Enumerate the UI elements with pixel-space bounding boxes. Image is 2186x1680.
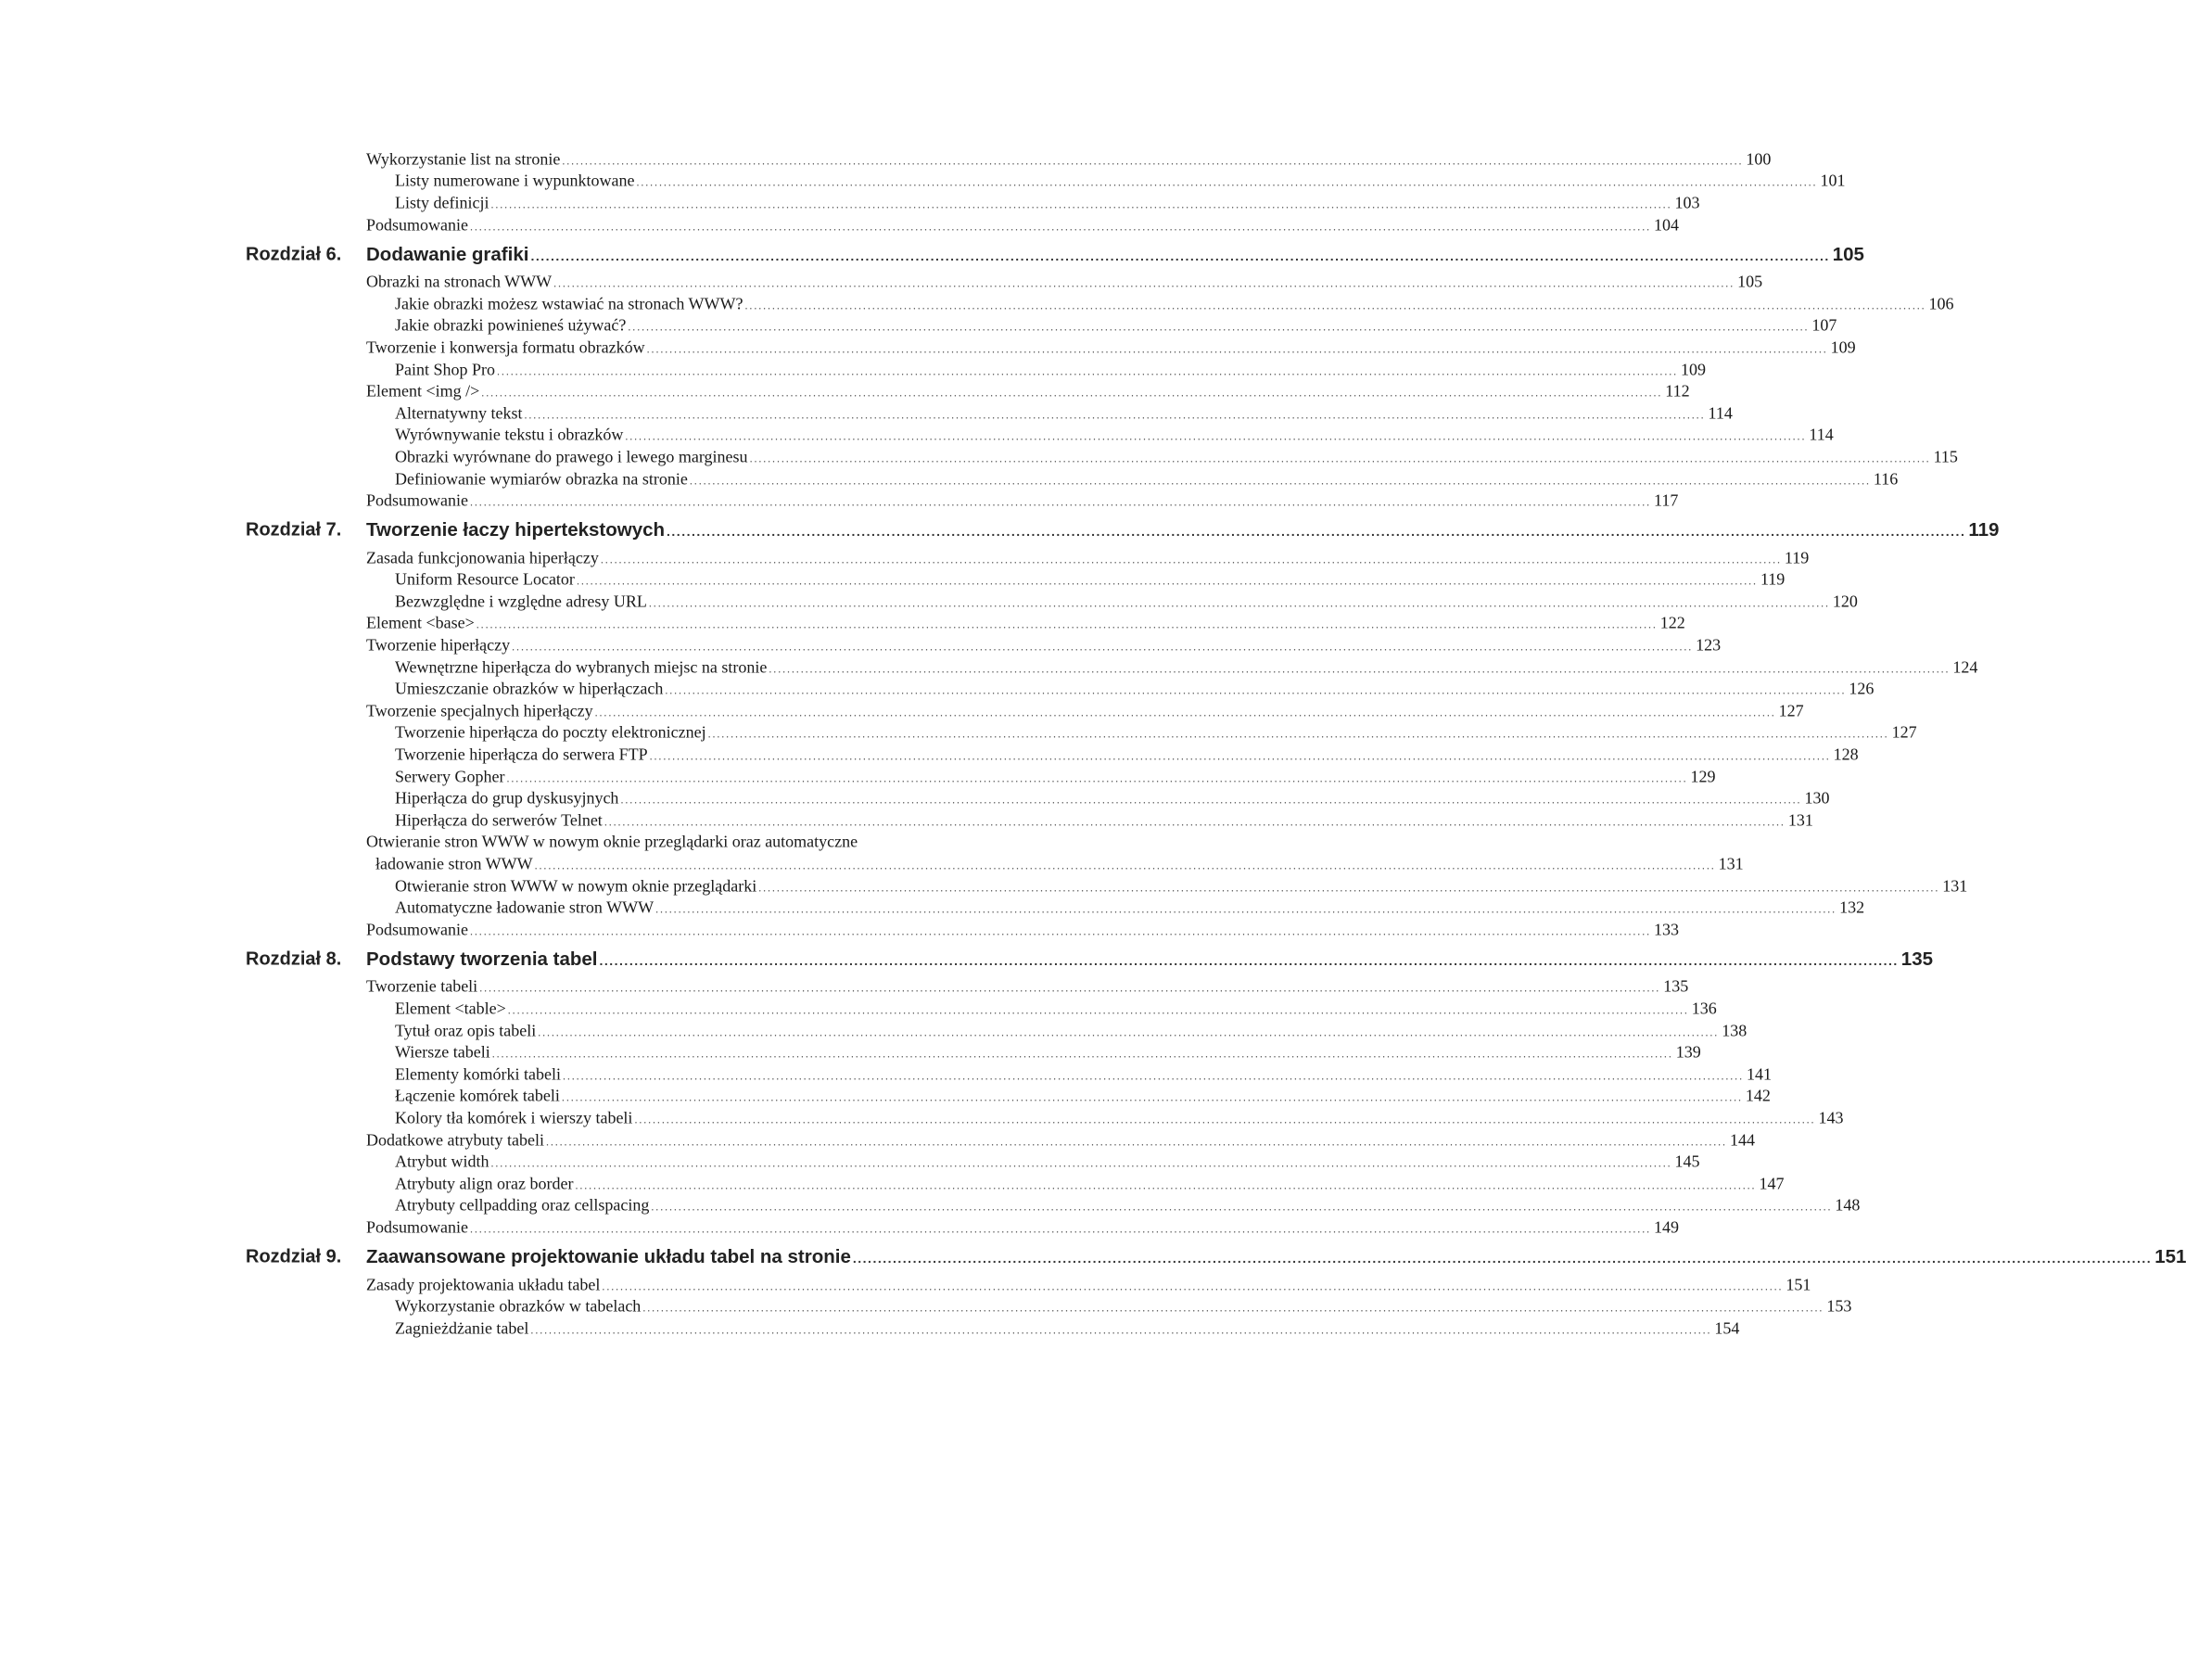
- dot-leader: ....................................................................................................................................................................................................................................................................: [646, 342, 1828, 356]
- entry-title: Tytuł oraz opis tabeli: [395, 1021, 537, 1040]
- dot-leader: ....................................................................................................................................................................................................................................................................: [749, 452, 1931, 465]
- entry-title: Tworzenie hiperłącza do poczty elektronicznej: [395, 722, 706, 742]
- dot-leader: ....................................................................................................................................................................................................................................................................: [642, 1301, 1824, 1315]
- dot-leader: ....................................................................................................................................................................................................................................................................: [553, 276, 1735, 290]
- entry-title: Wyrównywanie tekstu i obrazków: [395, 425, 624, 444]
- entry-title: ładowanie stron WWW: [375, 854, 533, 873]
- section-entry: [0, 490, 1679, 512]
- page-number: 154: [1714, 1318, 1740, 1338]
- subsection-entry: [0, 1020, 1748, 1042]
- entry-title: Automatyczne ładowanie stron WWW: [395, 897, 655, 917]
- page-number: 144: [1729, 1130, 1755, 1150]
- dot-leader: ....................................................................................................................................................................................................................................................................: [649, 749, 1831, 763]
- subsection-entry: [0, 1063, 1772, 1086]
- toc-entry-line1: [0, 832, 1298, 854]
- page-number: 135: [1900, 948, 1934, 971]
- subsection-entry: [0, 809, 1813, 832]
- dot-leader: ....................................................................................................................................................................................................................................................................: [628, 320, 1810, 334]
- entry-title: Jakie obrazki możesz wstawiać na stronach WWW?: [395, 294, 743, 313]
- entry-title: Element <img />: [366, 381, 480, 401]
- page-number: 143: [1818, 1108, 1844, 1127]
- dot-leader: ....................................................................................................................................................................................................................................................................: [852, 1251, 2153, 1266]
- chapter-title: Dodawanie grafiki: [366, 243, 529, 265]
- page-number: 114: [1809, 425, 1834, 444]
- subsection-entry: [0, 171, 1846, 193]
- dot-leader: ....................................................................................................................................................................................................................................................................: [602, 1279, 1784, 1293]
- subsection-entry: [0, 998, 1717, 1020]
- page-number: 133: [1654, 920, 1679, 939]
- page-number: 151: [1786, 1275, 1811, 1294]
- entry-title: Wykorzystanie list na stronie: [366, 149, 561, 169]
- entry-title: Listy numerowane i wypunktowane: [395, 171, 635, 190]
- subsection-entry: [0, 656, 1978, 679]
- page-number: 127: [1778, 701, 1804, 720]
- dot-leader: ....................................................................................................................................................................................................................................................................: [512, 640, 1694, 654]
- entry-title: Alternatywny tekst: [395, 403, 523, 423]
- page-number: 136: [1691, 999, 1717, 1018]
- dot-leader: ....................................................................................................................................................................................................................................................................: [562, 1069, 1744, 1083]
- page-number: 129: [1690, 767, 1716, 786]
- page-number: 142: [1745, 1086, 1771, 1105]
- dot-leader: ....................................................................................................................................................................................................................................................................: [534, 859, 1716, 872]
- dot-leader: ....................................................................................................................................................................................................................................................................: [636, 175, 1818, 189]
- page-number: 105: [1832, 243, 1864, 265]
- section-entry: [0, 1129, 1755, 1152]
- subsection-entry: [0, 591, 1858, 613]
- dot-leader: ....................................................................................................................................................................................................................................................................: [490, 197, 1672, 211]
- section-entry: [0, 148, 1772, 171]
- dot-leader: ....................................................................................................................................................................................................................................................................: [689, 474, 1871, 488]
- page-number: 131: [1787, 810, 1813, 830]
- page-number: 109: [1681, 360, 1707, 379]
- dot-leader: ....................................................................................................................................................................................................................................................................: [479, 981, 1661, 995]
- section-entry: [0, 337, 1856, 359]
- page-number: 127: [1891, 722, 1917, 742]
- entry-title: Podsumowanie: [366, 490, 468, 510]
- dot-leader: ....................................................................................................................................................................................................................................................................: [481, 386, 1663, 400]
- entry-title: Hiperłącza do grup dyskusyjnych: [395, 788, 619, 808]
- dot-leader: ....................................................................................................................................................................................................................................................................: [604, 815, 1786, 829]
- entry-title: Tworzenie specjalnych hiperłączy: [366, 701, 593, 720]
- entry-title: Listy definicji: [395, 193, 489, 212]
- chapter-title: Zaawansowane projektowanie układu tabel na stronie: [366, 1246, 851, 1268]
- page-number: 115: [1933, 447, 1958, 466]
- entry-title: Otwieranie stron WWW w nowym oknie przeglądarki: [395, 876, 757, 896]
- dot-leader: ....................................................................................................................................................................................................................................................................: [506, 771, 1688, 785]
- entry-title: Wiersze tabeli: [395, 1042, 490, 1062]
- subsection-entry: [0, 875, 1968, 897]
- dot-leader: ....................................................................................................................................................................................................................................................................: [507, 1003, 1689, 1017]
- dot-leader: ....................................................................................................................................................................................................................................................................: [665, 683, 1847, 697]
- dot-leader: ....................................................................................................................................................................................................................................................................: [497, 364, 1679, 378]
- dot-leader: ....................................................................................................................................................................................................................................................................: [707, 727, 1889, 741]
- subsection-entry: [0, 569, 1786, 592]
- dot-leader: ....................................................................................................................................................................................................................................................................: [545, 1135, 1727, 1149]
- page-number: 119: [1784, 548, 1810, 567]
- page-number: 130: [1804, 788, 1830, 808]
- subsection-entry: [0, 766, 1716, 788]
- subsection-entry: [0, 293, 1954, 315]
- subsection-entry: [0, 1173, 1785, 1195]
- entry-title: Tworzenie i konwersja formatu obrazków: [366, 337, 645, 357]
- dot-leader: ....................................................................................................................................................................................................................................................................: [575, 1178, 1757, 1192]
- dot-leader: ....................................................................................................................................................................................................................................................................: [562, 154, 1744, 168]
- entry-title: Tworzenie hiperłącza do serwera FTP: [395, 745, 648, 764]
- page-number: 147: [1759, 1174, 1785, 1193]
- page-number: 141: [1746, 1064, 1772, 1084]
- section-entry: [0, 1274, 1811, 1296]
- page-number: 120: [1832, 592, 1858, 611]
- entry-title: Kolory tła komórek i wierszy tabeli: [395, 1108, 633, 1127]
- entry-title: Jakie obrazki powinieneś używać?: [395, 315, 627, 335]
- chapter-title: Podstawy tworzenia tabel: [366, 948, 598, 971]
- dot-leader: ....................................................................................................................................................................................................................................................................: [538, 1025, 1720, 1039]
- chapter-entry: [0, 238, 1864, 271]
- section-entry: [0, 919, 1679, 941]
- table-of-contents: [0, 148, 2186, 1340]
- dot-leader: ....................................................................................................................................................................................................................................................................: [524, 408, 1706, 422]
- dot-leader: ....................................................................................................................................................................................................................................................................: [758, 881, 1940, 895]
- entry-title: Podsumowanie: [366, 1217, 468, 1237]
- page-number: 109: [1830, 337, 1856, 357]
- subsection-entry: [0, 1295, 1852, 1317]
- entry-title: Otwieranie stron WWW w nowym oknie przeglądarki oraz automatyczne: [366, 832, 858, 851]
- chapter-label: Rozdział 7.: [246, 519, 342, 541]
- entry-title: Element <table>: [395, 999, 506, 1018]
- subsection-entry: [0, 744, 1859, 766]
- page-number: 139: [1675, 1042, 1701, 1062]
- entry-title: Wykorzystanie obrazków w tabelach: [395, 1296, 642, 1316]
- page-number: 149: [1654, 1217, 1679, 1237]
- section-entry: [0, 214, 1679, 236]
- subsection-entry: [0, 678, 1875, 700]
- entry-title: Zasady projektowania układu tabel: [366, 1275, 601, 1294]
- chapter-label: Rozdział 9.: [246, 1246, 342, 1267]
- page-number: 145: [1674, 1152, 1700, 1171]
- entry-title: Obrazki na stronach WWW: [366, 272, 553, 291]
- dot-leader: ....................................................................................................................................................................................................................................................................: [648, 596, 1830, 610]
- dot-leader: ....................................................................................................................................................................................................................................................................: [667, 524, 1966, 540]
- entry-title: Tworzenie tabeli: [366, 976, 478, 996]
- entry-title: Umieszczanie obrazków w hiperłączach: [395, 679, 664, 698]
- dot-leader: ....................................................................................................................................................................................................................................................................: [470, 495, 1651, 509]
- page-number: 122: [1659, 613, 1685, 632]
- dot-leader: ....................................................................................................................................................................................................................................................................: [470, 924, 1651, 938]
- entry-title: Definiowanie wymiarów obrazka na stronie: [395, 469, 688, 489]
- subsection-entry: [0, 1086, 1771, 1108]
- dot-leader: ....................................................................................................................................................................................................................................................................: [594, 706, 1776, 719]
- entry-title: Zagnieżdżanie tabel: [395, 1318, 529, 1338]
- page-number: 116: [1873, 469, 1899, 489]
- subsection-entry: [0, 897, 1865, 919]
- dot-leader: ....................................................................................................................................................................................................................................................................: [625, 429, 1807, 443]
- page-number: 104: [1654, 215, 1679, 235]
- section-entry: [0, 976, 1689, 999]
- subsection-entry: [0, 787, 1830, 809]
- section-entry: [0, 271, 1763, 293]
- page-number: 103: [1674, 193, 1700, 212]
- toc-entry-line2: [0, 853, 1744, 875]
- section-entry: [0, 1216, 1679, 1239]
- dot-leader: ....................................................................................................................................................................................................................................................................: [620, 793, 1802, 807]
- page-number: 131: [1718, 854, 1744, 873]
- entry-title: Atrybuty cellpadding oraz cellspacing: [395, 1195, 650, 1215]
- chapter-label: Rozdział 8.: [246, 948, 342, 970]
- dot-leader: ....................................................................................................................................................................................................................................................................: [651, 1200, 1833, 1214]
- section-entry: [0, 613, 1685, 635]
- section-entry: [0, 380, 1690, 402]
- page-number: 106: [1928, 294, 1954, 313]
- dot-leader: ....................................................................................................................................................................................................................................................................: [561, 1090, 1743, 1104]
- page-number: 153: [1826, 1296, 1852, 1316]
- dot-leader: ....................................................................................................................................................................................................................................................................: [470, 1222, 1651, 1236]
- subsection-entry: [0, 1041, 1701, 1063]
- entry-title: Paint Shop Pro: [395, 360, 496, 379]
- page-number: 138: [1722, 1021, 1748, 1040]
- subsection-entry: [0, 315, 1837, 337]
- dot-leader: ....................................................................................................................................................................................................................................................................: [600, 553, 1782, 566]
- subsection-entry: [0, 402, 1733, 425]
- page-number: 151: [2154, 1246, 2186, 1268]
- entry-title: Wewnętrzne hiperłącza do wybranych miejsc na stronie: [395, 657, 768, 677]
- page-number: 112: [1665, 381, 1690, 401]
- chapter-entry: [0, 944, 1934, 976]
- subsection-entry: [0, 425, 1834, 447]
- subsection-entry: [0, 1107, 1844, 1129]
- chapter-title: Tworzenie łaczy hipertekstowych: [366, 519, 666, 541]
- dot-leader: ....................................................................................................................................................................................................................................................................: [530, 248, 1830, 263]
- page-number: 124: [1952, 657, 1978, 677]
- entry-title: Tworzenie hiperłączy: [366, 635, 511, 655]
- section-entry: [0, 547, 1810, 569]
- subsection-entry: [0, 192, 1700, 214]
- page-number: 135: [1663, 976, 1689, 996]
- chapter-label: Rozdział 6.: [246, 244, 342, 265]
- page-number: 100: [1746, 149, 1772, 169]
- entry-title: Serwery Gopher: [395, 767, 505, 786]
- subsection-entry: [0, 359, 1707, 381]
- page-number: 105: [1737, 272, 1763, 291]
- dot-leader: ....................................................................................................................................................................................................................................................................: [491, 1047, 1673, 1061]
- dot-leader: ....................................................................................................................................................................................................................................................................: [769, 662, 1951, 676]
- entry-title: Atrybut width: [395, 1152, 489, 1171]
- page-number: 107: [1811, 315, 1837, 335]
- dot-leader: ....................................................................................................................................................................................................................................................................: [476, 617, 1658, 631]
- entry-title: Obrazki wyrównane do prawego i lewego marginesu: [395, 447, 748, 466]
- entry-title: Elementy komórki tabeli: [395, 1064, 561, 1084]
- entry-title: Atrybuty align oraz border: [395, 1174, 574, 1193]
- dot-leader: ....................................................................................................................................................................................................................................................................: [576, 574, 1758, 588]
- page-number: 126: [1849, 679, 1875, 698]
- entry-title: Element <base>: [366, 613, 475, 632]
- subsection-entry: [0, 1317, 1740, 1340]
- dot-leader: ....................................................................................................................................................................................................................................................................: [490, 1156, 1672, 1170]
- entry-title: Podsumowanie: [366, 215, 468, 235]
- dot-leader: ....................................................................................................................................................................................................................................................................: [655, 902, 1837, 916]
- subsection-entry: [0, 446, 1958, 468]
- subsection-entry: [0, 1195, 1861, 1217]
- entry-title: Zasada funkcjonowania hiperłączy: [366, 548, 599, 567]
- dot-leader: ....................................................................................................................................................................................................................................................................: [599, 953, 1899, 969]
- page-number: 101: [1820, 171, 1846, 190]
- chapter-entry: [0, 1241, 2186, 1274]
- section-entry: [0, 700, 1804, 722]
- page-number: 131: [1942, 876, 1968, 896]
- subsection-entry: [0, 1151, 1700, 1173]
- dot-leader: ....................................................................................................................................................................................................................................................................: [634, 1113, 1816, 1126]
- page-number: 132: [1839, 897, 1865, 917]
- entry-title: Łączenie komórek tabeli: [395, 1086, 560, 1105]
- entry-title: Dodatkowe atrybuty tabeli: [366, 1130, 544, 1150]
- subsection-entry: [0, 722, 1917, 745]
- section-entry: [0, 634, 1722, 656]
- page-number: 128: [1833, 745, 1859, 764]
- page-number: 117: [1654, 490, 1679, 510]
- dot-leader: ....................................................................................................................................................................................................................................................................: [744, 299, 1926, 312]
- chapter-entry: [0, 515, 2000, 547]
- page-number: 119: [1760, 569, 1786, 589]
- entry-title: Hiperłącza do serwerów Telnet: [395, 810, 603, 830]
- page-number: 148: [1835, 1195, 1861, 1215]
- entry-title: Bezwzględne i względne adresy URL: [395, 592, 647, 611]
- subsection-entry: [0, 468, 1899, 490]
- entry-title: Podsumowanie: [366, 920, 468, 939]
- page-number: 123: [1696, 635, 1722, 655]
- dot-leader: ....................................................................................................................................................................................................................................................................: [470, 220, 1651, 234]
- dot-leader: ....................................................................................................................................................................................................................................................................: [530, 1323, 1712, 1337]
- page-number: 114: [1708, 403, 1733, 423]
- entry-title: Uniform Resource Locator: [395, 569, 575, 589]
- page-number: 119: [1968, 519, 2000, 541]
